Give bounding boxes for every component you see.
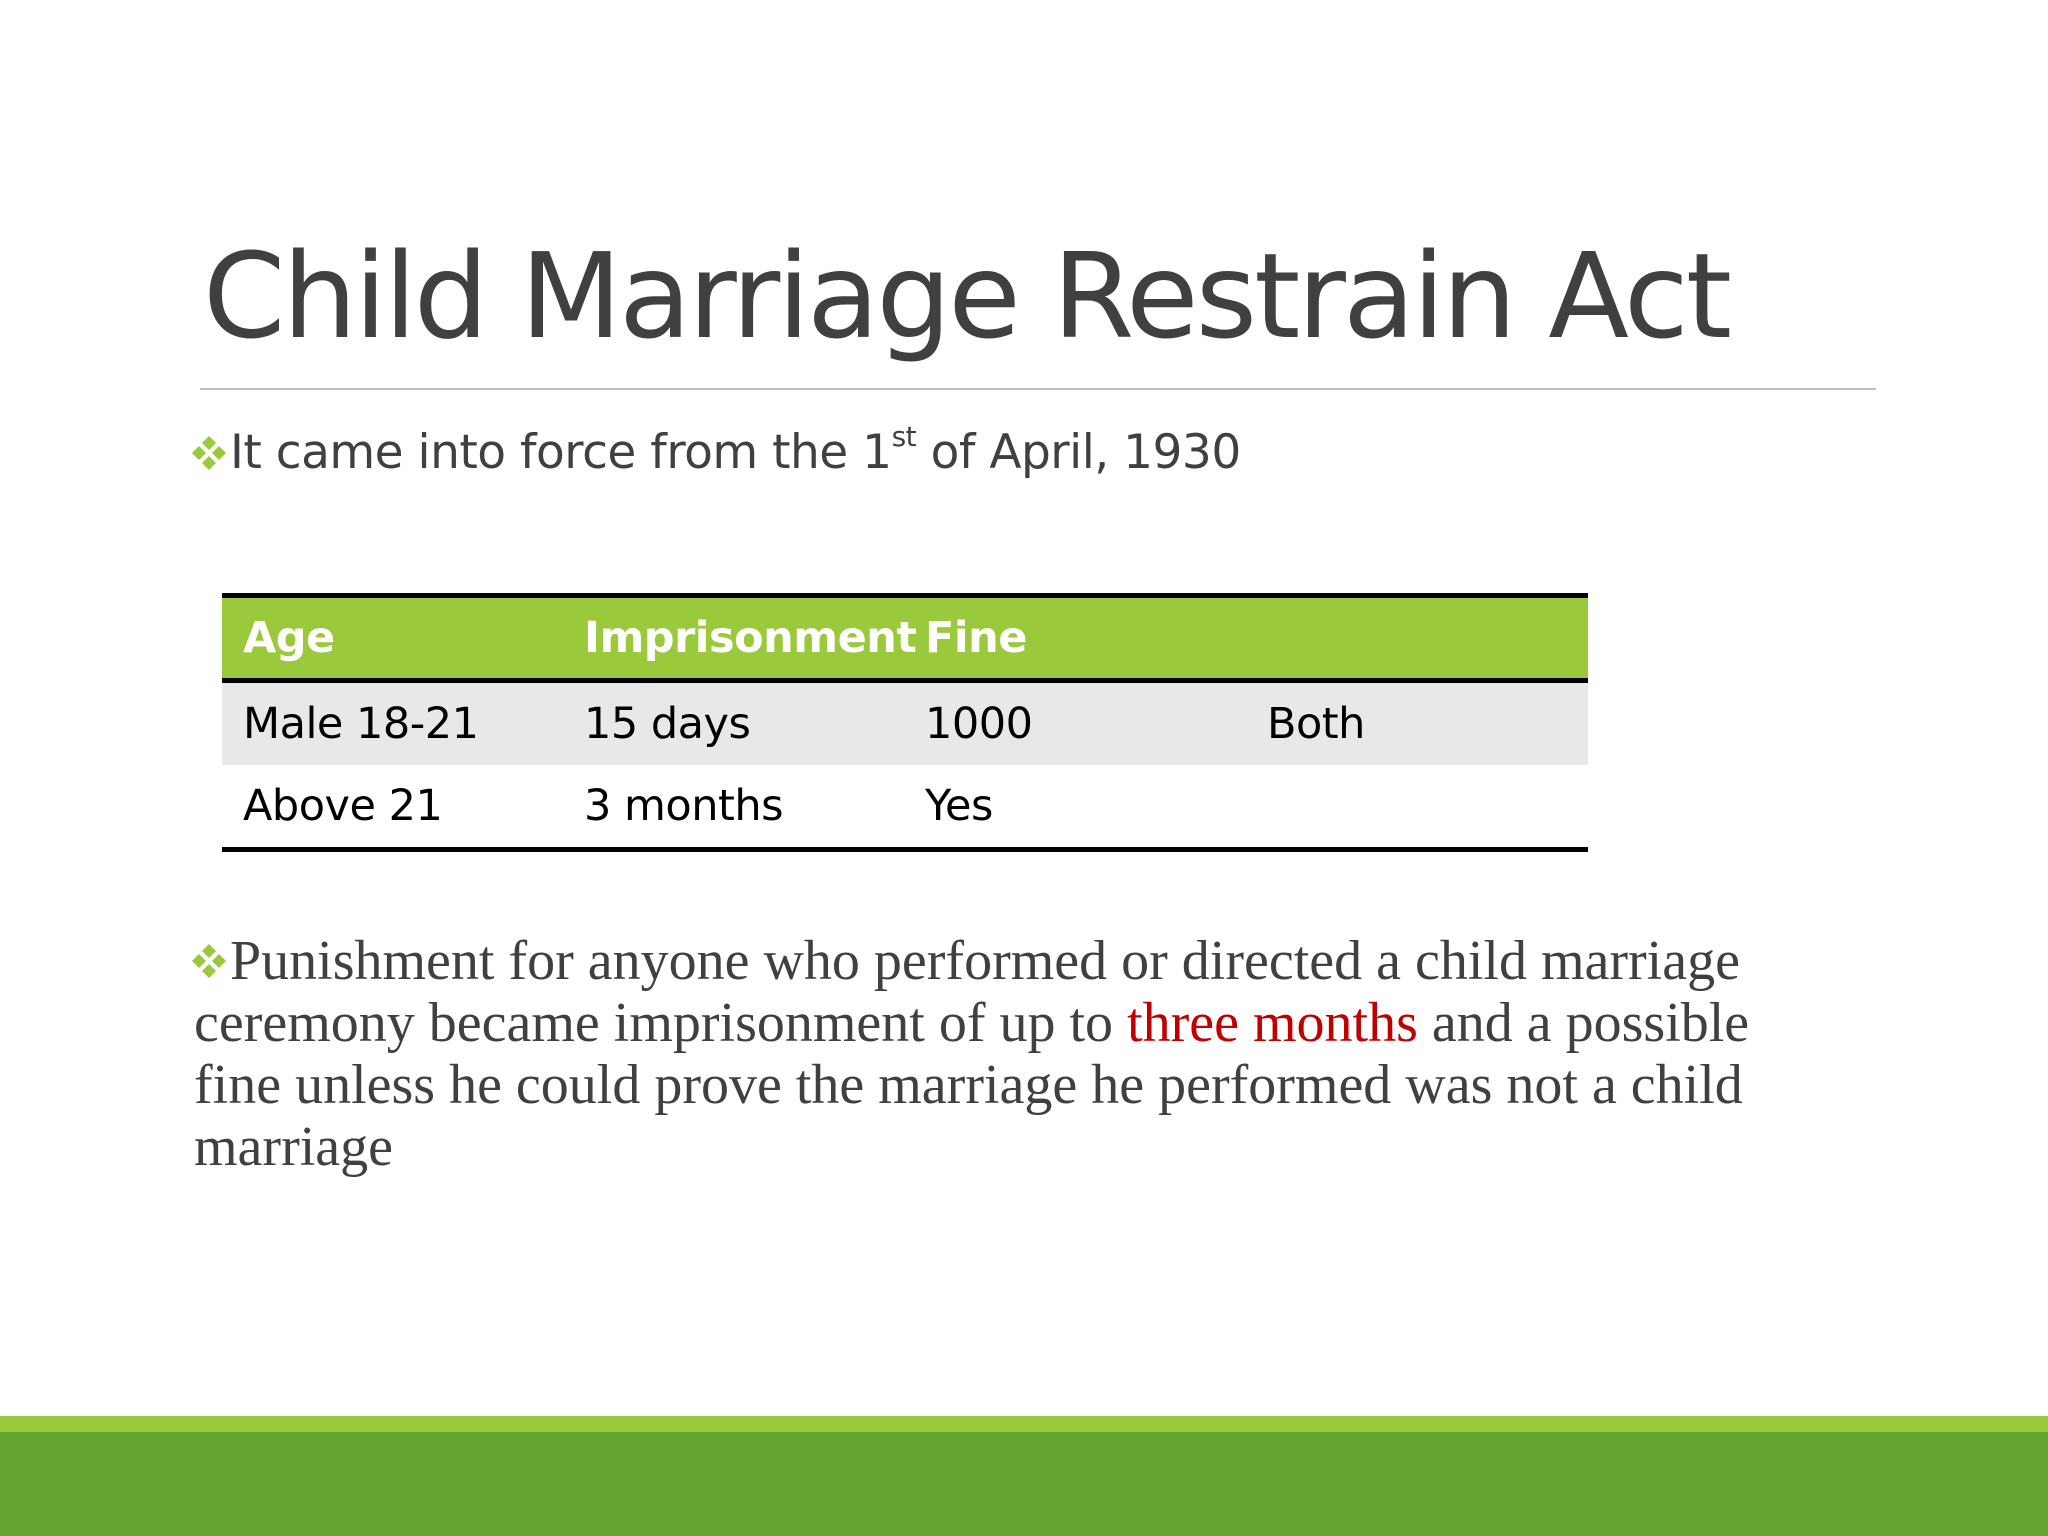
- header-age: Age: [222, 596, 563, 681]
- table-cell: Male 18-21: [243, 699, 479, 749]
- penalty-table-container: [222, 593, 1588, 852]
- table-row: [222, 765, 1588, 850]
- penalty-table: [222, 593, 1588, 852]
- table-cell: Yes: [904, 765, 1246, 850]
- footer-accent-stripe: [0, 1416, 2048, 1432]
- header-empty: [1246, 596, 1588, 681]
- table-cell: 15 days: [584, 699, 751, 749]
- table-cell: 3 months: [563, 765, 904, 850]
- diamond-bullet-icon: [188, 432, 230, 474]
- table-cell: Both: [1267, 699, 1365, 749]
- table-row: [222, 681, 1588, 766]
- table-header-row: [222, 596, 1588, 681]
- bullet-item-punishment: [188, 930, 1838, 1178]
- footer-band: [0, 1432, 2048, 1536]
- bullet-text: [230, 420, 1241, 482]
- punishment-text-start: Punishment for anyone who performed or directed a child marriage ceremony became imprisonment of up to: [194, 930, 1740, 1054]
- bullet-item-force-date: [188, 420, 1241, 482]
- punishment-text: [194, 930, 1814, 1178]
- header-imprisonment: Imprisonment: [563, 596, 904, 681]
- bullet-text-start: It came into force from the 1: [230, 425, 892, 480]
- title-divider: [200, 388, 1876, 390]
- bullet-text-end: of April, 1930: [916, 425, 1241, 480]
- slide-title: Child Marriage Restrain Act: [203, 227, 1730, 365]
- highlighted-duration: three months: [1127, 992, 1418, 1054]
- header-fine: Fine: [904, 596, 1246, 681]
- ordinal-superscript: st: [891, 420, 917, 453]
- punishment-text-end: and a possible fine unless he could prove the marriage he performed was not a child marriage: [194, 992, 1750, 1178]
- table-cell: [1246, 765, 1588, 850]
- table-cell: Above 21: [222, 765, 563, 850]
- table-cell: 1000: [925, 699, 1033, 749]
